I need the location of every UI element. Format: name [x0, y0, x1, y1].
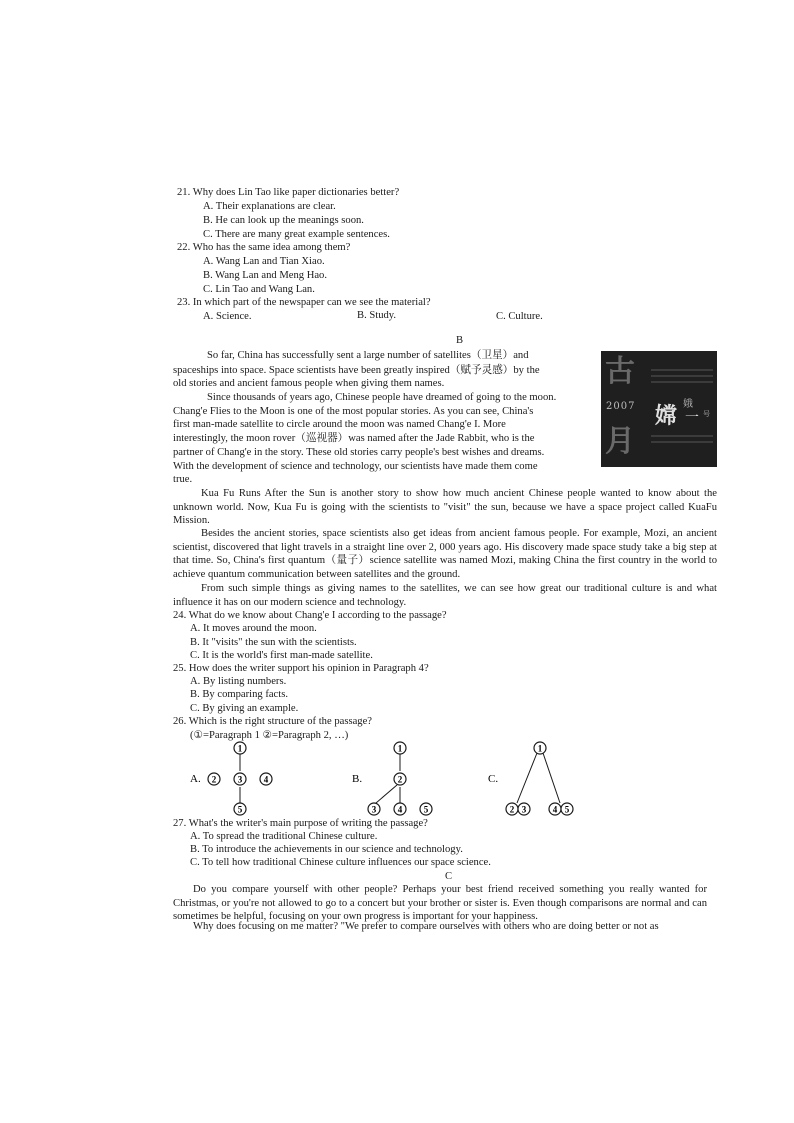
diagram-a-node-5 — [234, 803, 246, 815]
svg-text:4: 4 — [552, 804, 558, 815]
poster-text-stripe — [651, 441, 713, 443]
diagram-b-node-1 — [394, 742, 406, 754]
diagram-a-node-2 — [208, 773, 220, 785]
poster-text-stripe — [651, 381, 713, 383]
q24-option-a: A. It moves around the moon. — [190, 623, 317, 634]
q22-option-a: A. Wang Lan and Tian Xiao. — [203, 256, 325, 267]
b-para4: Besides the ancient stories, space scientists also get ideas from ancient famous people. For example, Mozi, an ancient scientist, discovered that light travels in a straight line over 2, 000 years ago. His discovery made space study take a big step at that time. So, China's first quantum（量子）science satellite was named Mozi, making China the first country in the world to achieve quantum communication between satellites and the ground. — [173, 528, 717, 580]
b-para2-line4: interestingly, the moon rover（巡视器）was named after the Jade Rabbit, who is the — [173, 433, 535, 444]
diagram-a-node-3 — [234, 773, 246, 785]
diagram-c-node-4 — [549, 803, 561, 815]
poster-year: 2007 — [606, 401, 636, 412]
poster-title: 嫦 — [655, 403, 678, 429]
poster-char-hao: 号 — [703, 410, 710, 418]
q21-option-b: B. He can look up the meanings soon. — [203, 215, 364, 226]
svg-text:3: 3 — [521, 804, 527, 815]
poster-text-stripe — [651, 375, 713, 377]
diagram-label-c: C. — [488, 773, 499, 785]
q23-option-c: C. Culture. — [496, 311, 543, 322]
q25-option-c: C. By giving an example. — [190, 703, 299, 714]
q21-option-c: C. There are many great example sentences. — [203, 229, 390, 240]
diagram-c-node-5 — [561, 803, 573, 815]
diagram-c-node-2 — [506, 803, 518, 815]
c-para1: Do you compare yourself with other people? Perhaps your best friend received something you really wanted for Christmas, or you're not allowed to go to a concert but your brother or sister is. Even though comparisons are normal and can sometimes be helpful, focusing on your own progress is important for your happiness. — [173, 884, 707, 923]
q23-option-b: B. Study. — [357, 310, 397, 321]
poster-char-one: 一 — [685, 410, 699, 426]
diagram-b-node-5 — [420, 803, 432, 815]
svg-text:2: 2 — [211, 774, 217, 785]
q25-question: 25. How does the writer support his opinion in Paragraph 4? — [173, 663, 429, 674]
poster-char-bottom: 月 — [605, 424, 635, 459]
q22-option-b: B. Wang Lan and Meng Hao. — [203, 270, 327, 281]
diagram-a-node-1 — [234, 742, 246, 754]
b-para2-line7: true. — [173, 474, 193, 485]
diagram-label-a: A. — [190, 773, 201, 785]
svg-text:5: 5 — [423, 804, 429, 815]
q23-question: 23. In which part of the newspaper can we see the material? — [177, 297, 431, 308]
svg-text:5: 5 — [237, 804, 243, 815]
poster-text-stripe — [651, 435, 713, 437]
svg-text:3: 3 — [237, 774, 243, 785]
b-para1-line2: spaceships into space. Space scientists have been greatly inspired（赋予灵感）by the — [173, 365, 540, 376]
section-c-heading: C — [445, 871, 453, 882]
q25-option-b: B. By comparing facts. — [190, 689, 288, 700]
diagram-c-edge — [543, 753, 560, 803]
chang-e-poster-image — [601, 351, 717, 467]
q21-option-a: A. Their explanations are clear. — [203, 201, 336, 212]
diagram-a-node-4 — [260, 773, 272, 785]
svg-text:4: 4 — [397, 804, 403, 815]
svg-text:2: 2 — [397, 774, 403, 785]
diagram-label-b: B. — [352, 773, 363, 785]
diagram-b-node-4 — [394, 803, 406, 815]
section-b-heading: B — [456, 335, 464, 346]
q25-option-a: A. By listing numbers. — [190, 676, 287, 687]
svg-text:2: 2 — [509, 804, 515, 815]
poster-text-stripe — [651, 369, 713, 371]
svg-text:1: 1 — [397, 743, 403, 754]
svg-text:3: 3 — [371, 804, 377, 815]
q26-note: (①=Paragraph 1 ②=Paragraph 2, …) — [190, 730, 349, 741]
poster-char-top: 古 — [605, 354, 635, 389]
q21-question: 21. Why does Lin Tao like paper dictionaries better? — [177, 187, 400, 198]
svg-text:4: 4 — [263, 774, 269, 785]
q26-question: 26. Which is the right structure of the passage? — [173, 716, 372, 727]
diagram-b-node-2 — [394, 773, 406, 785]
diagram-c-node-1 — [534, 742, 546, 754]
q27-option-c: C. To tell how traditional Chinese culture influences our space science. — [190, 857, 491, 868]
b-para5: From such simple things as giving names to the satellites, we can see how great our traditional culture is and what influence it has on our modern science and technology. — [173, 583, 717, 608]
q22-option-c: C. Lin Tao and Wang Lan. — [203, 284, 315, 295]
q27-option-a: A. To spread the traditional Chinese culture. — [190, 831, 378, 842]
diagram-b-edge — [376, 785, 397, 803]
b-para3: Kua Fu Runs After the Sun is another story to show how much ancient Chinese people wanted to know about the unknown world. Now, Kua Fu is going with the scientists to "visit" the sun, because we have a space project called KuaFu Mission. — [173, 488, 717, 527]
b-para1-line3: old stories and ancient famous people when giving them names. — [173, 378, 445, 389]
b-para2-line3: first man-made satellite to circle around the moon was named Chang'e I. More — [173, 419, 506, 430]
q27-question: 27. What's the writer's main purpose of writing the passage? — [173, 818, 428, 829]
q24-option-c: C. It is the world's first man-made satellite. — [190, 650, 373, 661]
diagram-c-node-3 — [518, 803, 530, 815]
q24-question: 24. What do we know about Chang'e I according to the passage? — [173, 610, 447, 621]
q27-option-b: B. To introduce the achievements in our science and technology. — [190, 844, 463, 855]
svg-text:5: 5 — [564, 804, 570, 815]
b-para2-line5: partner of Chang'e in the story. These old stories carry people's best wishes and dreams. — [173, 447, 545, 458]
diagram-b-node-3 — [368, 803, 380, 815]
svg-text:1: 1 — [237, 743, 243, 754]
q23-option-a: A. Science. — [203, 311, 252, 322]
b-para2-line2: Chang'e Flies to the Moon is one of the most popular stories. As you can see, China's — [173, 406, 534, 417]
c-para2-start: Why does focusing on me matter? "We prefer to compare ourselves with others who are doing better or not as — [193, 921, 659, 932]
b-para2-line6: With the development of science and technology, our scientists have made them come — [173, 461, 538, 472]
b-para1-line1: So far, China has successfully sent a large number of satellites（卫星）and — [207, 350, 529, 361]
q24-option-b: B. It "visits" the sun with the scientists. — [190, 637, 357, 648]
svg-text:1: 1 — [537, 743, 543, 754]
b-para2-line1: Since thousands of years ago, Chinese people have dreamed of going to the moon. — [207, 392, 557, 403]
diagram-c-edge — [517, 753, 537, 803]
q22-question: 22. Who has the same idea among them? — [177, 242, 351, 253]
poster-char-e: 娥 — [683, 399, 693, 410]
